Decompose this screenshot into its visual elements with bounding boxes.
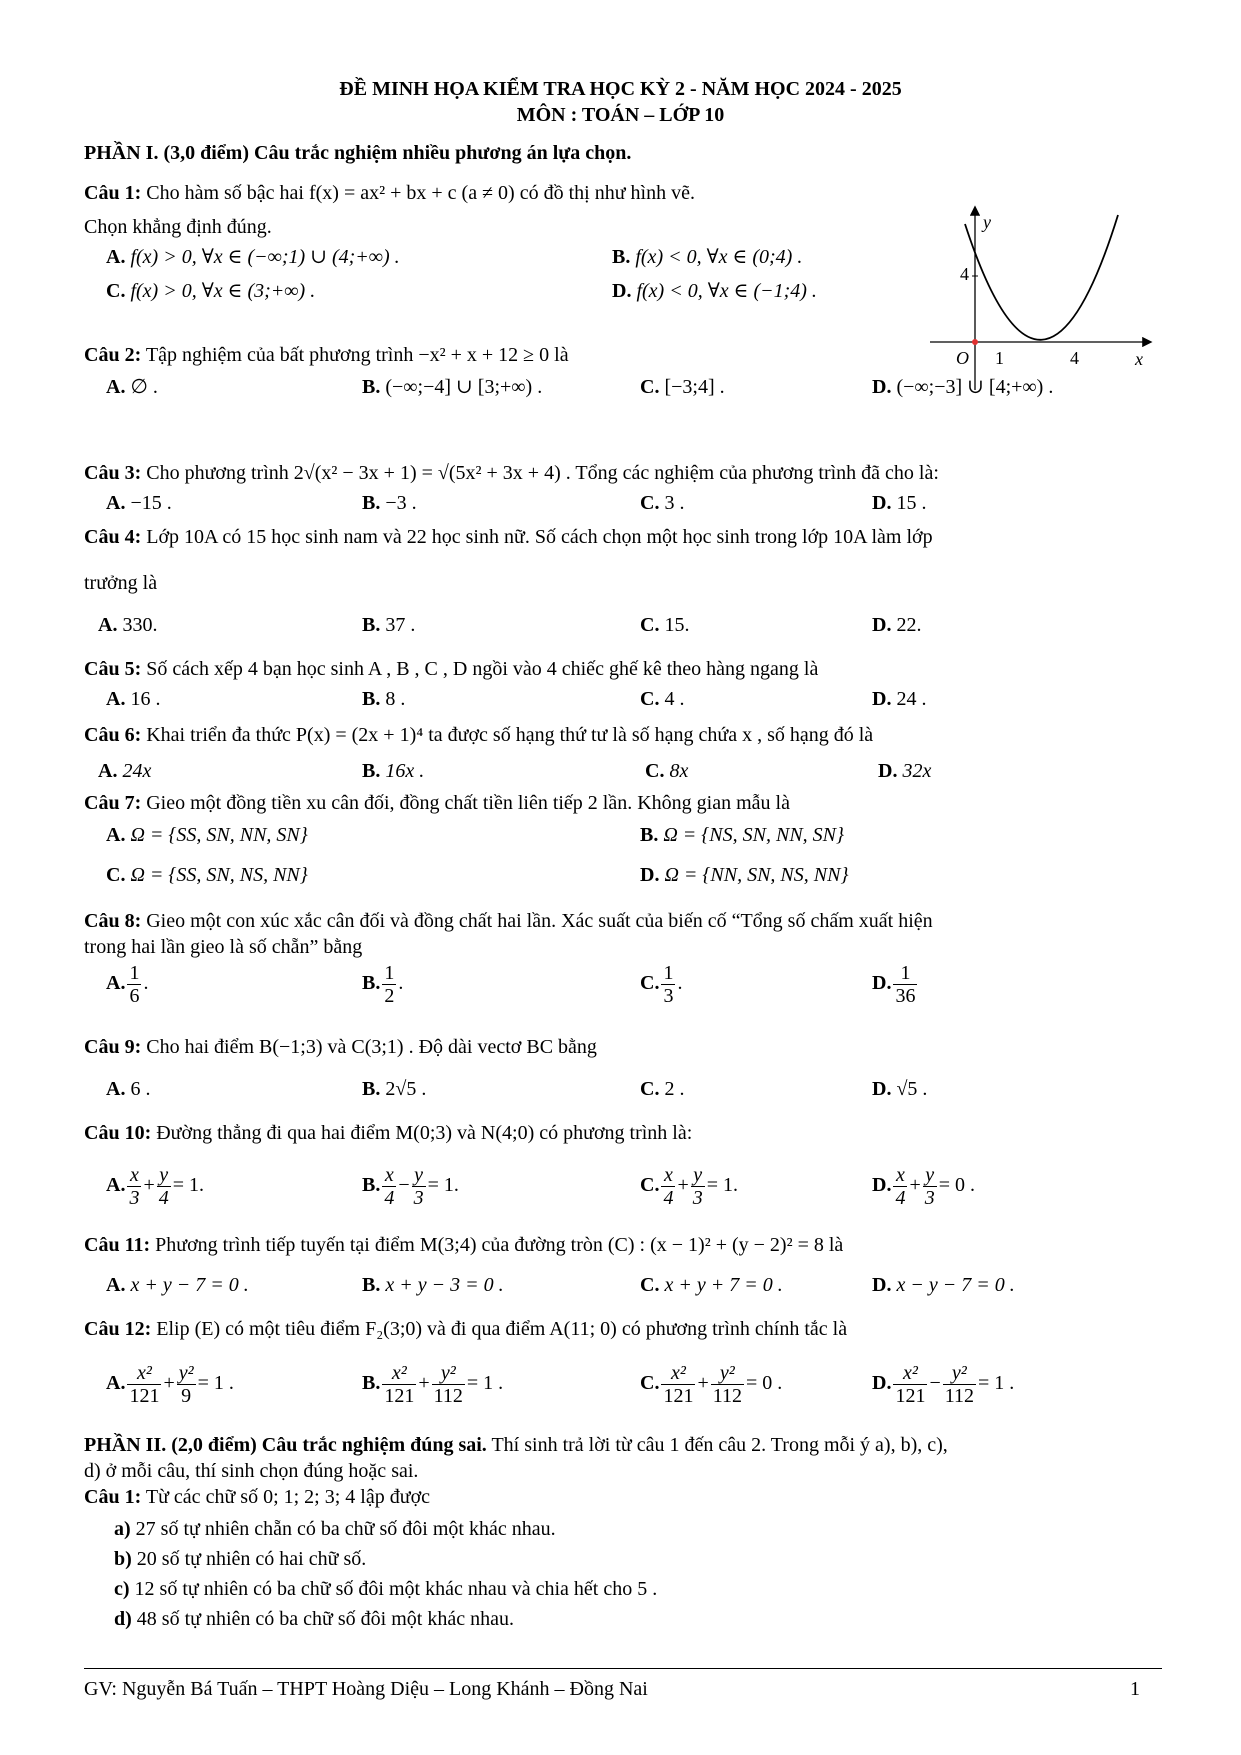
part2-instructions: Thí sinh trả lời từ câu 1 đến câu 2. Trong mỗi ý a), b), c), [486, 1434, 948, 1456]
option-letter: C. [645, 760, 665, 782]
option-text: 2 . [664, 1078, 685, 1100]
option-letter: C. [106, 280, 126, 302]
q7-text: Gieo một đồng tiền xu cân đối, đồng chất tiền liên tiếp 2 lần. Không gian mẫu là [146, 792, 790, 814]
q9-option-c [640, 1076, 684, 1102]
q11-stem [84, 1232, 843, 1258]
q8-option-d [872, 962, 919, 1007]
origin-label: O [956, 348, 969, 368]
fraction-numerator: y [923, 1164, 937, 1187]
fraction-numerator: y² [943, 1362, 976, 1385]
q7-option-c [106, 862, 308, 888]
option-letter: D. [872, 972, 892, 995]
option-letter: B. [362, 492, 381, 514]
q1-stem [84, 180, 695, 206]
operator: + [418, 1372, 430, 1395]
option-text: f(x) < 0, ∀x ∈ (−1;4) . [636, 280, 817, 302]
q12-option-a [106, 1362, 234, 1407]
option-text: 16 . [130, 688, 161, 710]
footer-page-number: 1 [1130, 1678, 1140, 1700]
option-letter: A. [106, 1274, 126, 1296]
operator: + [677, 1174, 689, 1197]
q3-option-b [362, 490, 417, 516]
part2-desc: Câu trắc nghiệm đúng sai. [261, 1434, 487, 1456]
fraction-denominator: 3 [413, 1187, 424, 1209]
p2q1-item-d [114, 1606, 514, 1632]
part2-label: PHẦN II. [84, 1434, 167, 1456]
option-letter: A. [106, 376, 126, 398]
fraction-numerator: 1 [893, 962, 917, 985]
option-text: 24 . [896, 688, 927, 710]
y-axis-label: y [983, 212, 991, 232]
option-letter: D. [872, 376, 892, 398]
part1-points: (3,0 điểm) [163, 142, 249, 164]
option-letter: A. [106, 246, 126, 268]
q7-option-b [640, 822, 844, 848]
option-text: 32x [902, 760, 932, 782]
part2-points: (2,0 điểm) [171, 1434, 257, 1456]
q5-option-b [362, 686, 405, 712]
option-letter: C. [106, 864, 126, 886]
fraction [893, 962, 917, 1007]
option-letter: A. [106, 972, 126, 995]
q4-stem [84, 524, 933, 550]
option-letter: A. [98, 614, 118, 636]
q2-stem [84, 342, 569, 368]
q9-option-a [106, 1076, 150, 1102]
equation-rhs: = 0 . [746, 1372, 783, 1395]
q8-text2: trong hai lần gieo là số chẵn” bằng [84, 936, 363, 958]
x-axis-label: x [1135, 349, 1143, 369]
item-letter: d) [114, 1608, 132, 1630]
fraction [661, 1362, 695, 1407]
q1-option-a [106, 244, 400, 270]
equation-rhs: = 1 . [466, 1372, 504, 1395]
q7-stem [84, 790, 790, 816]
fraction [177, 1362, 196, 1407]
option-letter: D. [872, 614, 892, 636]
q7-option-a [106, 822, 308, 848]
q6-option-c [645, 758, 688, 784]
q5-option-a [106, 686, 160, 712]
option-letter: D. [872, 1274, 892, 1296]
fraction [382, 1362, 416, 1407]
option-letter: B. [362, 614, 381, 636]
fraction [412, 1164, 426, 1209]
fraction-denominator: 121 [384, 1385, 415, 1407]
fraction [893, 1362, 927, 1407]
q3-label: Câu 3: [84, 462, 142, 484]
q3-option-d [872, 490, 926, 516]
option-letter: B. [640, 824, 659, 846]
tick-x2-label: 4 [1070, 348, 1079, 368]
fraction-numerator: x [127, 1164, 141, 1187]
q5-stem [84, 656, 818, 682]
option-text: 24x [122, 760, 152, 782]
exam-title: ĐỀ MINH HỌA KIỂM TRA HỌC KỲ 2 - NĂM HỌC 2024 - 2025 [339, 78, 902, 100]
q1-label: Câu 1: [84, 182, 142, 204]
fraction [893, 1164, 907, 1209]
q6-text: Khai triển đa thức P(x) = (2x + 1)⁴ ta được số hạng thứ tư là số hạng chứa x , số hạng đó là [146, 724, 874, 746]
equation-rhs: = 1 . [978, 1372, 1015, 1395]
fraction-numerator: x [382, 1164, 396, 1187]
fraction-denominator: 4 [895, 1187, 906, 1209]
part1-label: PHẦN I. [84, 142, 159, 164]
option-text: ∅ . [130, 376, 158, 398]
q10-option-b [362, 1164, 459, 1209]
q12-option-b [362, 1362, 503, 1407]
q10-option-c [640, 1164, 738, 1209]
q2-option-b [362, 374, 542, 400]
q3-option-a [106, 490, 172, 516]
option-letter: D. [872, 492, 892, 514]
fraction-numerator: 1 [129, 962, 140, 984]
option-text: 8 . [385, 688, 406, 710]
q1-text2: Chọn khẳng định đúng. [84, 216, 272, 238]
option-text: x − y − 7 = 0 . [896, 1274, 1015, 1296]
q10-option-d [872, 1164, 975, 1209]
q1-option-d [612, 278, 817, 304]
option-letter: C. [640, 1174, 660, 1197]
q4-option-a [98, 612, 157, 638]
fraction-denominator: 121 [663, 1385, 694, 1407]
fraction-denominator: 3 [692, 1187, 703, 1209]
fraction-denominator: 4 [158, 1187, 169, 1209]
part2-instructions-line2: d) ở mỗi câu, thí sinh chọn đúng hoặc sai. [84, 1460, 419, 1482]
equation-rhs: = 1. [706, 1174, 739, 1197]
fraction-numerator: 1 [384, 962, 395, 984]
option-letter: B. [362, 1274, 381, 1296]
fraction-denominator: 36 [895, 985, 916, 1007]
part2-heading [84, 1432, 948, 1458]
fraction [943, 1362, 976, 1407]
q12-option-d [872, 1362, 1014, 1407]
equation-rhs: = 1. [172, 1174, 205, 1197]
option-text: x + y − 3 = 0 . [385, 1274, 504, 1296]
operator: + [909, 1174, 921, 1197]
option-letter: C. [640, 1274, 660, 1296]
q8-option-b: B. $\frac{1}{2}$ . [362, 962, 404, 1007]
q4-label: Câu 4: [84, 526, 142, 548]
q6-label: Câu 6: [84, 724, 142, 746]
origin-point [972, 339, 978, 345]
fraction-denominator: 4 [384, 1187, 395, 1209]
fraction-denominator: 6 [129, 985, 140, 1007]
fraction-denominator: 121 [895, 1385, 926, 1407]
option-letter: A. [98, 760, 118, 782]
q4-option-b [362, 612, 415, 638]
option-text: x + y − 7 = 0 . [130, 1274, 249, 1296]
q2-option-d [872, 374, 1053, 400]
option-text: 22. [896, 614, 922, 636]
p2q1-text: Từ các chữ số 0; 1; 2; 3; 4 lập được [145, 1486, 431, 1508]
option-text: 8x [669, 760, 689, 782]
q8-option-c: C. $\frac{1}{3}$ . [640, 962, 683, 1007]
fraction-numerator: y² [178, 1362, 194, 1384]
option-text: −3 . [385, 492, 417, 514]
q2-text: Tập nghiệm của bất phương trình −x² + x + 12 ≥ 0 là [145, 344, 569, 366]
option-letter: B. [362, 972, 381, 995]
q5-text: Số cách xếp 4 bạn học sinh A , B , C , D ngồi vào 4 chiếc ghế kê theo hàng ngang là [146, 658, 819, 680]
q4-option-c [640, 612, 689, 638]
q3-option-c [640, 490, 684, 516]
option-letter: A. [106, 1078, 126, 1100]
fraction-numerator: x² [382, 1362, 416, 1385]
fraction [382, 1164, 396, 1209]
q10-option-a [106, 1164, 204, 1209]
q6-option-d [878, 758, 931, 784]
option-letter: A. [106, 824, 126, 846]
option-letter: D. [872, 1174, 892, 1197]
q4-text: Lớp 10A có 15 học sinh nam và 22 học sinh nữ. Số cách chọn một học sinh trong lớp 10A làm lớp [146, 526, 933, 548]
option-letter: B. [362, 1174, 381, 1197]
option-text: 37 . [385, 614, 416, 636]
item-text: 20 số tự nhiên có hai chữ số. [136, 1548, 367, 1570]
q11-option-b [362, 1272, 504, 1298]
q2-option-c [640, 374, 725, 400]
q12-label: Câu 12: [84, 1318, 152, 1340]
fraction [157, 1164, 171, 1209]
fraction-denominator: 112 [944, 1385, 974, 1407]
tick-x1-label: 1 [995, 348, 1004, 368]
p2q1-item-c [114, 1576, 657, 1602]
option-text: x + y + 7 = 0 . [664, 1274, 783, 1296]
option-text: f(x) > 0, ∀x ∈ (−∞;1) ∪ (4;+∞) . [130, 246, 400, 268]
q5-label: Câu 5: [84, 658, 142, 680]
option-letter: D. [872, 1372, 892, 1395]
option-letter: A. [106, 688, 126, 710]
exam-subtitle: MÔN : TOÁN – LỚP 10 [516, 104, 725, 126]
operator: − [929, 1372, 941, 1395]
item-text: 27 số tự nhiên chẵn có ba chữ số đôi một khác nhau. [135, 1518, 556, 1540]
q10-label: Câu 10: [84, 1122, 152, 1144]
option-letter: C. [640, 492, 660, 514]
q5-option-d [872, 686, 926, 712]
q8-option-a: A. $\frac{1}{6}$ . [106, 962, 149, 1007]
option-letter: D. [878, 760, 898, 782]
q7-label: Câu 7: [84, 792, 142, 814]
option-text: 15 . [896, 492, 927, 514]
fraction-denominator: 2 [384, 985, 395, 1007]
fraction [923, 1164, 937, 1209]
equation-rhs: = 0 . [938, 1174, 976, 1197]
q8-text: Gieo một con xúc xắc cân đối và đồng chất hai lần. Xác suất của biến cố “Tổng số chấm xuất hiện [146, 910, 933, 932]
fraction-denominator: 3 [663, 985, 674, 1007]
option-letter: C. [640, 972, 660, 995]
option-text: −15 . [130, 492, 172, 514]
q9-option-b [362, 1076, 426, 1102]
option-text: (−∞;−3] ∪ [4;+∞) . [896, 376, 1054, 398]
fraction [711, 1362, 744, 1407]
fraction-denominator: 3 [129, 1187, 140, 1209]
option-letter: A. [106, 1372, 126, 1395]
fraction-numerator: x² [127, 1362, 161, 1385]
q6-option-a [98, 758, 151, 784]
operator: − [398, 1174, 410, 1197]
q1-option-b [612, 244, 802, 270]
fraction [127, 1362, 161, 1407]
q12-option-c [640, 1362, 782, 1407]
item-text: 48 số tự nhiên có ba chữ số đôi một khác nhau. [136, 1608, 514, 1630]
option-letter: D. [640, 864, 660, 886]
fraction-numerator: x² [661, 1362, 695, 1385]
fraction [432, 1362, 465, 1407]
q1-text: Cho hàm số bậc hai f(x) = ax² + bx + c (a ≠ 0) có đồ thị như hình vẽ. [146, 182, 695, 204]
option-text: 2√5 . [385, 1078, 427, 1100]
operator: + [163, 1372, 175, 1395]
fraction [382, 962, 396, 1007]
item-letter: a) [114, 1518, 131, 1540]
tick-y-label: 4 [960, 264, 969, 284]
fraction-numerator: y [157, 1164, 171, 1187]
p2q1-label: Câu 1: [84, 1486, 142, 1508]
option-text: Ω = {NN, SN, NS, NN} [664, 864, 849, 886]
fraction-numerator: 1 [663, 962, 674, 984]
option-text: [−3;4] . [664, 376, 725, 398]
option-text: Ω = {NS, SN, NN, SN} [663, 824, 844, 846]
option-text: f(x) > 0, ∀x ∈ (3;+∞) . [130, 280, 316, 302]
option-text: 15. [664, 614, 690, 636]
q10-stem [84, 1120, 692, 1146]
item-text: 12 số tự nhiên có ba chữ số đôi một khác nhau và chia hết cho 5 . [134, 1578, 658, 1600]
option-letter: A. [106, 1174, 126, 1197]
option-letter: D. [872, 1078, 892, 1100]
q8-stem [84, 908, 933, 934]
q6-option-b [362, 758, 424, 784]
equation-rhs: = 1 . [197, 1372, 234, 1395]
footer-author: GV: Nguyễn Bá Tuấn – THPT Hoàng Diệu – Long Khánh – Đồng Nai [84, 1678, 648, 1700]
option-letter: B. [362, 376, 381, 398]
q11-label: Câu 11: [84, 1234, 151, 1256]
option-letter: D. [612, 280, 632, 302]
fraction [127, 962, 141, 1007]
part1-desc: Câu trắc nghiệm nhiều phương án lựa chọn. [254, 142, 632, 164]
fraction-denominator: 112 [433, 1385, 463, 1407]
fraction-numerator: y² [711, 1362, 744, 1385]
option-letter: B. [362, 760, 381, 782]
fraction [127, 1164, 141, 1209]
q6-stem [84, 722, 873, 748]
fraction-numerator: y² [432, 1362, 465, 1385]
q11-option-d [872, 1272, 1015, 1298]
item-letter: c) [114, 1578, 130, 1600]
option-letter: B. [612, 246, 631, 268]
q1-option-c [106, 278, 315, 304]
q12-stem [84, 1316, 847, 1342]
option-letter: C. [640, 614, 660, 636]
q2-option-a [106, 374, 158, 400]
parabola-curve [965, 215, 1118, 340]
fraction [691, 1164, 705, 1209]
option-letter: A. [106, 492, 126, 514]
operator: + [697, 1372, 709, 1395]
option-letter: C. [640, 376, 660, 398]
q11-option-a [106, 1272, 249, 1298]
fraction-numerator: y [412, 1164, 426, 1187]
p2q1-item-b [114, 1546, 366, 1572]
fraction-numerator: x² [893, 1362, 927, 1385]
option-letter: B. [362, 1078, 381, 1100]
option-text: 4 . [664, 688, 685, 710]
fraction [661, 1164, 675, 1209]
fraction-denominator: 3 [924, 1187, 935, 1209]
option-text: 16x . [385, 760, 425, 782]
option-text: √5 . [896, 1078, 928, 1100]
part1-heading [84, 140, 631, 166]
fraction-numerator: y [691, 1164, 705, 1187]
option-letter: C. [640, 688, 660, 710]
fraction-denominator: 112 [712, 1385, 742, 1407]
q4-text2: trưởng là [84, 572, 158, 594]
q9-stem [84, 1034, 597, 1060]
option-letter: D. [872, 688, 892, 710]
option-letter: B. [362, 688, 381, 710]
option-letter: B. [362, 1372, 381, 1395]
q3-text: Cho phương trình 2√(x² − 3x + 1) = √(5x² + 3x + 4) . Tổng các nghiệm của phương trình đã cho là: [146, 462, 939, 484]
q10-text: Đường thẳng đi qua hai điểm M(0;3) và N(4;0) có phương trình là: [156, 1122, 693, 1144]
fraction-denominator: 121 [129, 1385, 160, 1407]
option-text: Ω = {SS, SN, NN, SN} [130, 824, 308, 846]
q12-text: Elip (E) có một tiêu điểm F₂(3;0) và đi qua điểm A(11; 0) có phương trình chính tắc là [156, 1318, 848, 1340]
q9-option-d [872, 1076, 927, 1102]
q7-option-d [640, 862, 848, 888]
option-text: Ω = {SS, SN, NS, NN} [130, 864, 308, 886]
fraction [661, 962, 675, 1007]
option-letter: C. [640, 1078, 660, 1100]
q2-label: Câu 2: [84, 344, 142, 366]
q9-label: Câu 9: [84, 1036, 142, 1058]
fraction-denominator: 9 [181, 1385, 192, 1407]
q9-text: Cho hai điểm B(−1;3) và C(3;1) . Độ dài vectơ BC bằng [146, 1036, 597, 1058]
q3-stem [84, 460, 939, 486]
option-text: 3 . [664, 492, 685, 514]
fraction-numerator: x [893, 1164, 907, 1187]
option-text: f(x) < 0, ∀x ∈ (0;4) . [635, 246, 803, 268]
fraction-numerator: x [661, 1164, 675, 1187]
operator: + [143, 1174, 155, 1197]
option-letter: C. [640, 1372, 660, 1395]
option-text: 330. [122, 614, 158, 636]
footer-divider [84, 1668, 1162, 1669]
option-text: 6 . [130, 1078, 151, 1100]
option-text: (−∞;−4] ∪ [3;+∞) . [385, 376, 543, 398]
equation-rhs: = 1. [427, 1174, 459, 1197]
q8-label: Câu 8: [84, 910, 142, 932]
q11-option-c [640, 1272, 783, 1298]
fraction-denominator: 4 [663, 1187, 674, 1209]
q5-option-c [640, 686, 684, 712]
p2q1-stem [84, 1484, 430, 1510]
q11-text: Phương trình tiếp tuyến tại điểm M(3;4) của đường tròn (C) : (x − 1)² + (y − 2)² = 8 là [155, 1234, 844, 1256]
item-letter: b) [114, 1548, 132, 1570]
q4-option-d [872, 612, 921, 638]
p2q1-item-a [114, 1516, 556, 1542]
